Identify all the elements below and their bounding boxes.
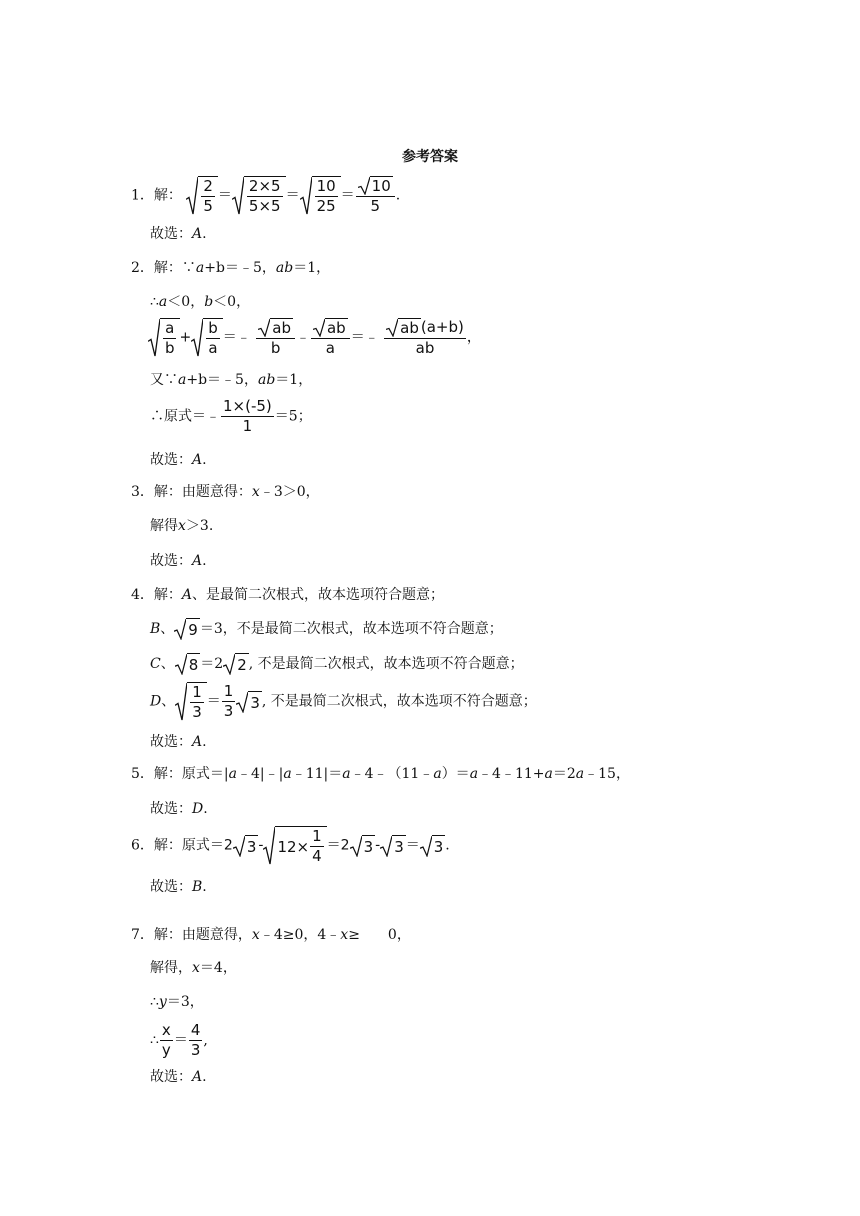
q7-line4: ∴ $\frac{x}{y}$ ＝ $\frac{4}{3}$ , xyxy=(150,1021,208,1059)
q3-choice: 故选：A. xyxy=(150,553,207,569)
q7-choice: 故选：A. xyxy=(150,1069,207,1085)
q5-line1: 5．解：原式＝|a﹣4|﹣|a﹣11|＝a﹣4﹣（11﹣a）＝a﹣4﹣11+a＝2a﹣15， xyxy=(131,766,630,782)
sqrt-2-over-5: 2 5 xyxy=(186,176,218,215)
q4-line1: 4．解：A、是最简二次根式，故本选项符合题意； xyxy=(131,587,445,603)
q3-line1: 3．解：由题意得：x﹣3＞0， xyxy=(131,484,320,500)
q7-line1: 7．解：由题意得，x﹣4≥0，4﹣x≥ 0， xyxy=(131,927,411,943)
q6-line1: 6．解：原式＝2 3 - 12× $\frac{1}{4}$ ＝2 3 - 3 ＝ 3 . xyxy=(131,827,450,865)
q1-line1: 1．解： 2 5 ＝ 2×5 5×5 ＝ 10 25 ＝ $\frac{10}{5}$ . xyxy=(131,177,401,215)
q3-line2: 解得x＞3. xyxy=(150,518,214,534)
sqrt-product-fraction: 2×5 5×5 xyxy=(232,176,286,215)
q1-choice: 故选：A. xyxy=(150,226,207,242)
q4-line3: C、 8 ＝2 2 , 不是最简二次根式，故本选项不符合题意； xyxy=(150,653,524,675)
q6-choice: 故选：B. xyxy=(150,879,207,895)
q7-line3: ∴y＝3， xyxy=(150,994,204,1010)
sqrt10-over-5: $\frac{10}{5}$ xyxy=(356,176,395,215)
q4-choice: 故选：A. xyxy=(150,734,207,750)
q2-choice: 故选：A. xyxy=(150,452,207,468)
q5-choice: 故选：D. xyxy=(150,801,208,817)
sqrt-10-over-25: 10 25 xyxy=(300,176,341,215)
page-title: 参考答案 xyxy=(402,149,458,165)
q2-line4: 又∵a+b＝﹣5，ab＝1， xyxy=(150,372,313,388)
q2-line2: ∴a＜0，b＜0， xyxy=(150,294,251,310)
q2-line5: ∴原式＝﹣ $\frac{1\times(-5)}{1}$ ＝5； xyxy=(150,397,312,435)
q2-line1: 2．解：∵a+b＝﹣5，ab＝1， xyxy=(131,260,331,276)
q4-line2: B、 9 ＝3，不是最简二次根式，故本选项不符合题意； xyxy=(150,618,503,640)
q7-line2: 解得，x＝4， xyxy=(150,960,237,976)
q4-line4: D、 1 3 ＝ $\frac{1}{3}$ 3 , 不是最简二次根式，故本选项不符合题意； xyxy=(150,682,537,721)
q2-line3: a b + b a ＝﹣ $\frac{ab}{b}$ ﹣ $\frac{ab}{a}$ ＝﹣ ab (a+b) ab ， xyxy=(148,318,481,357)
